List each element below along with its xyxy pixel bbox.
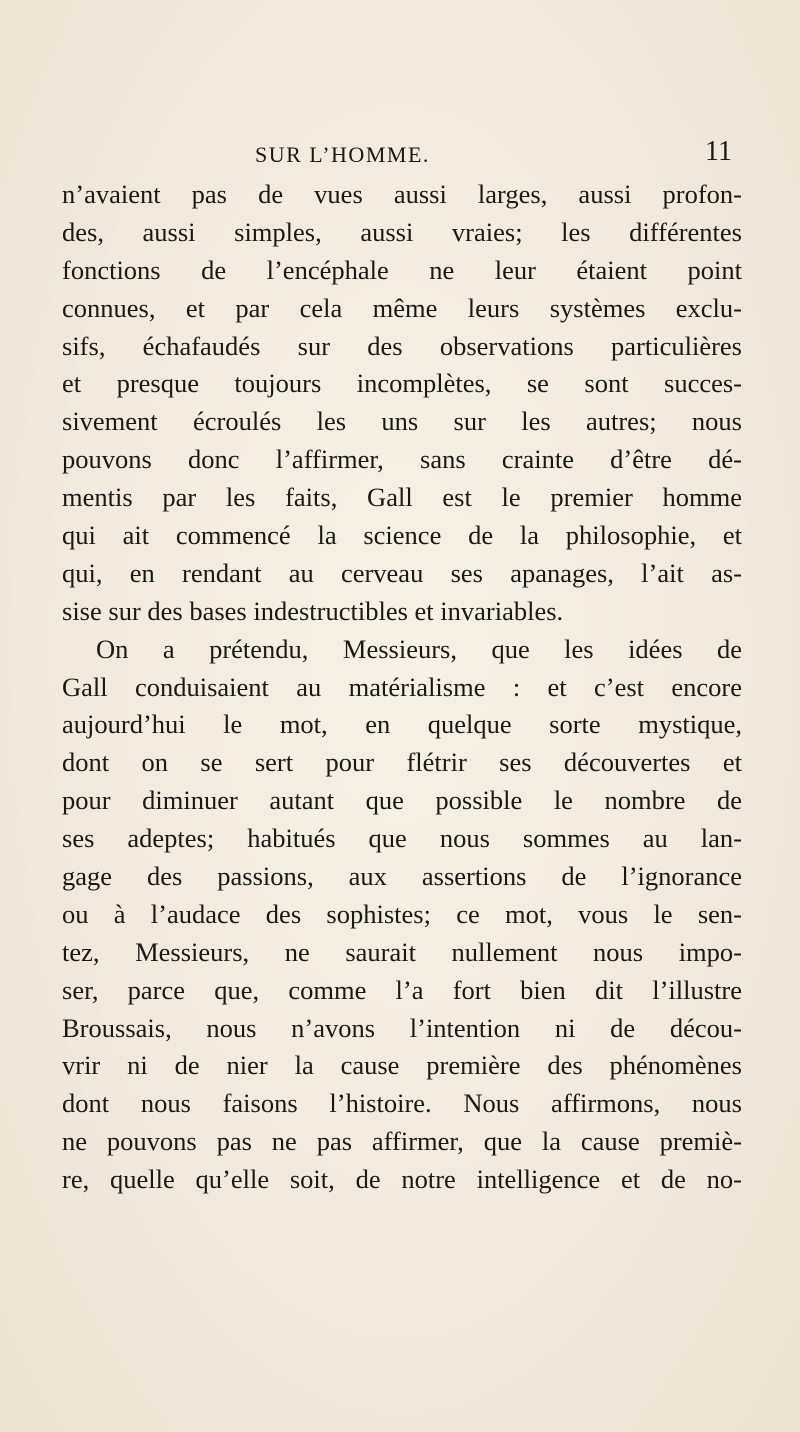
text-line: tez, Messieurs, ne saurait nullement nous impo- [62, 936, 742, 967]
text-line: dont on se sert pour flétrir ses découvertes et [62, 747, 742, 778]
paragraph-end-line: sise sur des bases indestructibles et invariables. [62, 595, 564, 626]
body-text [62, 176, 742, 1199]
text-line: vrir ni de nier la cause première des phénomènes [62, 1050, 742, 1081]
text-line: pouvons donc l’affirmer, sans crainte d’être dé- [62, 444, 742, 475]
running-title: SUR L’HOMME. [255, 142, 430, 167]
text-line: ou à l’audace des sophistes; ce mot, vous le sen- [62, 898, 742, 929]
text-line: aujourd’hui le mot, en quelque sorte mystique, [62, 709, 742, 740]
text-line: re, quelle qu’elle soit, de notre intelligence et de no- [62, 1164, 742, 1195]
text-line: pour diminuer autant que possible le nombre de [62, 785, 742, 816]
text-line: ser, parce que, comme l’a fort bien dit l’illustre [62, 974, 742, 1005]
text-line: n’avaient pas de vues aussi larges, aussi profon- [62, 179, 742, 209]
text-line: qui, en rendant au cerveau ses apanages, l’ait as- [62, 557, 742, 588]
text-line: Broussais, nous n’avons l’intention ni de décou- [62, 1012, 742, 1043]
text-line: connues, et par cela même leurs systèmes exclu- [62, 292, 742, 323]
text-line: mentis par les faits, Gall est le premier homme [62, 482, 742, 513]
running-head [60, 132, 800, 172]
text-line: sivement écroulés les uns sur les autres; nous [62, 406, 742, 437]
text-line: Gall conduisaient au matérialisme : et c’est encore [62, 671, 742, 702]
text-line: et presque toujours incomplètes, se sont succes- [62, 368, 742, 399]
text-line: fonctions de l’encéphale ne leur étaient point [62, 254, 742, 285]
text-line: ses adeptes; habitués que nous sommes au lan- [62, 823, 742, 854]
text-line: sifs, échafaudés sur des observations particulières [62, 330, 742, 361]
paragraph-start-line: On a prétendu, Messieurs, que les idées de [96, 633, 742, 664]
text-line: gage des passions, aux assertions de l’ignorance [62, 861, 742, 892]
text-line: ne pouvons pas ne pas affirmer, que la cause premiè- [62, 1126, 742, 1157]
page-number: 11 [705, 136, 732, 167]
text-line: qui ait commencé la science de la philosophie, et [62, 520, 742, 551]
text-line: des, aussi simples, aussi vraies; les différentes [62, 216, 742, 247]
text-line: dont nous faisons l’histoire. Nous affirmons, nous [62, 1088, 742, 1119]
